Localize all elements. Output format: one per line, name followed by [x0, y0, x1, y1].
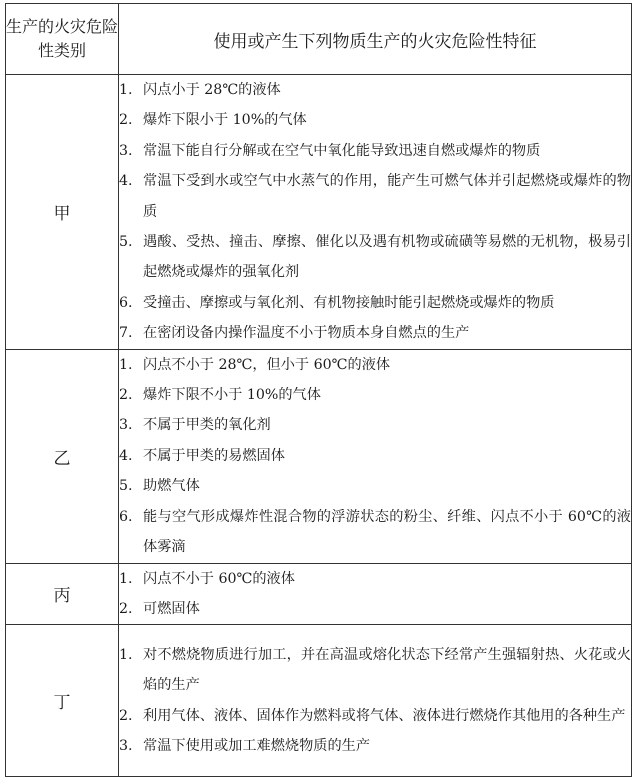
category-cell: 丁 — [6, 625, 119, 777]
list-item — [119, 441, 631, 471]
header-category: 生产的火灾危险性类别 — [6, 4, 119, 75]
item-text: 常温下能自行分解或在空气中氧化能导致迅速自燃或爆炸的物质 — [143, 142, 541, 159]
item-text: 助燃气体 — [143, 478, 200, 495]
item-number: 2. — [119, 387, 133, 404]
items-cell — [119, 625, 632, 777]
item-text: 常温下使用或加工难燃烧物质的生产 — [143, 738, 371, 755]
item-number: 3. — [119, 738, 133, 755]
item-text: 利用气体、液体、固体作为燃料或将气体、液体进行燃烧作其他用的各种生产 — [143, 707, 626, 724]
item-text: 遇酸、受热、撞击、摩擦、催化以及遇有机物或硫磺等易燃的无机物，极易引起燃烧或爆炸的强氧化剂 — [143, 234, 631, 281]
item-text: 爆炸下限不小于 10%的气体 — [143, 387, 321, 404]
item-number: 2. — [119, 112, 133, 129]
list-item — [119, 380, 631, 410]
list-item — [119, 288, 631, 318]
list-item — [119, 640, 631, 701]
category-cell: 乙 — [6, 349, 119, 563]
item-text: 不属于甲类的氧化剂 — [143, 417, 271, 434]
list-item — [119, 502, 631, 563]
list-item — [119, 75, 631, 105]
item-number: 6. — [119, 508, 133, 525]
list-item — [119, 136, 631, 166]
list-item — [119, 564, 631, 594]
list-item — [119, 701, 631, 731]
items-cell — [119, 349, 632, 563]
table-row — [6, 625, 632, 777]
list-item — [119, 471, 631, 501]
list-item — [119, 731, 631, 761]
item-text: 可燃固体 — [143, 600, 200, 617]
item-number: 5. — [119, 234, 133, 251]
item-text: 在密闭设备内操作温度不小于物质本身自燃点的生产 — [143, 325, 470, 342]
list-item — [119, 594, 631, 624]
list-item — [119, 166, 631, 227]
category-cell: 丙 — [6, 563, 119, 625]
item-text: 不属于甲类的易燃固体 — [143, 447, 285, 464]
category-cell: 甲 — [6, 75, 119, 350]
item-number: 2. — [119, 707, 133, 724]
item-text: 闪点不小于 60℃的液体 — [143, 570, 295, 587]
item-number: 1. — [119, 570, 133, 587]
list-item — [119, 350, 631, 380]
item-number: 6. — [119, 294, 133, 311]
item-number: 1. — [119, 82, 133, 98]
list-item — [119, 410, 631, 440]
table-row — [6, 75, 632, 350]
list-item — [119, 227, 631, 288]
table-row — [6, 349, 632, 563]
item-number: 3. — [119, 142, 133, 159]
item-number: 1. — [119, 356, 133, 373]
item-number: 4. — [119, 447, 133, 464]
item-number: 3. — [119, 417, 133, 434]
item-number: 7. — [119, 325, 133, 342]
item-number: 5. — [119, 478, 133, 495]
item-number: 1. — [119, 647, 133, 663]
item-number: 4. — [119, 173, 133, 190]
item-text: 常温下受到水或空气中水蒸气的作用，能产生可燃气体并引起燃烧或爆炸的物质 — [143, 173, 631, 220]
table-header-row — [6, 4, 632, 75]
item-text: 对不燃烧物质进行加工，并在高温或熔化状态下经常产生强辐射热、火花或火焰的生产 — [143, 647, 631, 694]
table-row — [6, 563, 632, 625]
item-number: 2. — [119, 600, 133, 617]
item-text: 爆炸下限小于 10%的气体 — [143, 112, 307, 129]
items-cell — [119, 563, 632, 625]
item-text: 受撞击、摩擦或与氧化剂、有机物接触时能引起燃烧或爆炸的物质 — [143, 294, 555, 311]
items-cell — [119, 75, 632, 350]
item-text: 能与空气形成爆炸性混合物的浮游状态的粉尘、纤维、闪点不小于 60℃的液体雾滴 — [143, 508, 631, 556]
list-item — [119, 318, 631, 348]
list-item — [119, 105, 631, 135]
item-text: 闪点不小于 28℃，但小于 60℃的液体 — [143, 356, 391, 373]
header-characteristics: 使用或产生下列物质生产的火灾危险性特征 — [119, 4, 632, 75]
fire-hazard-table — [5, 3, 632, 777]
item-text: 闪点小于 28℃的液体 — [143, 82, 281, 98]
